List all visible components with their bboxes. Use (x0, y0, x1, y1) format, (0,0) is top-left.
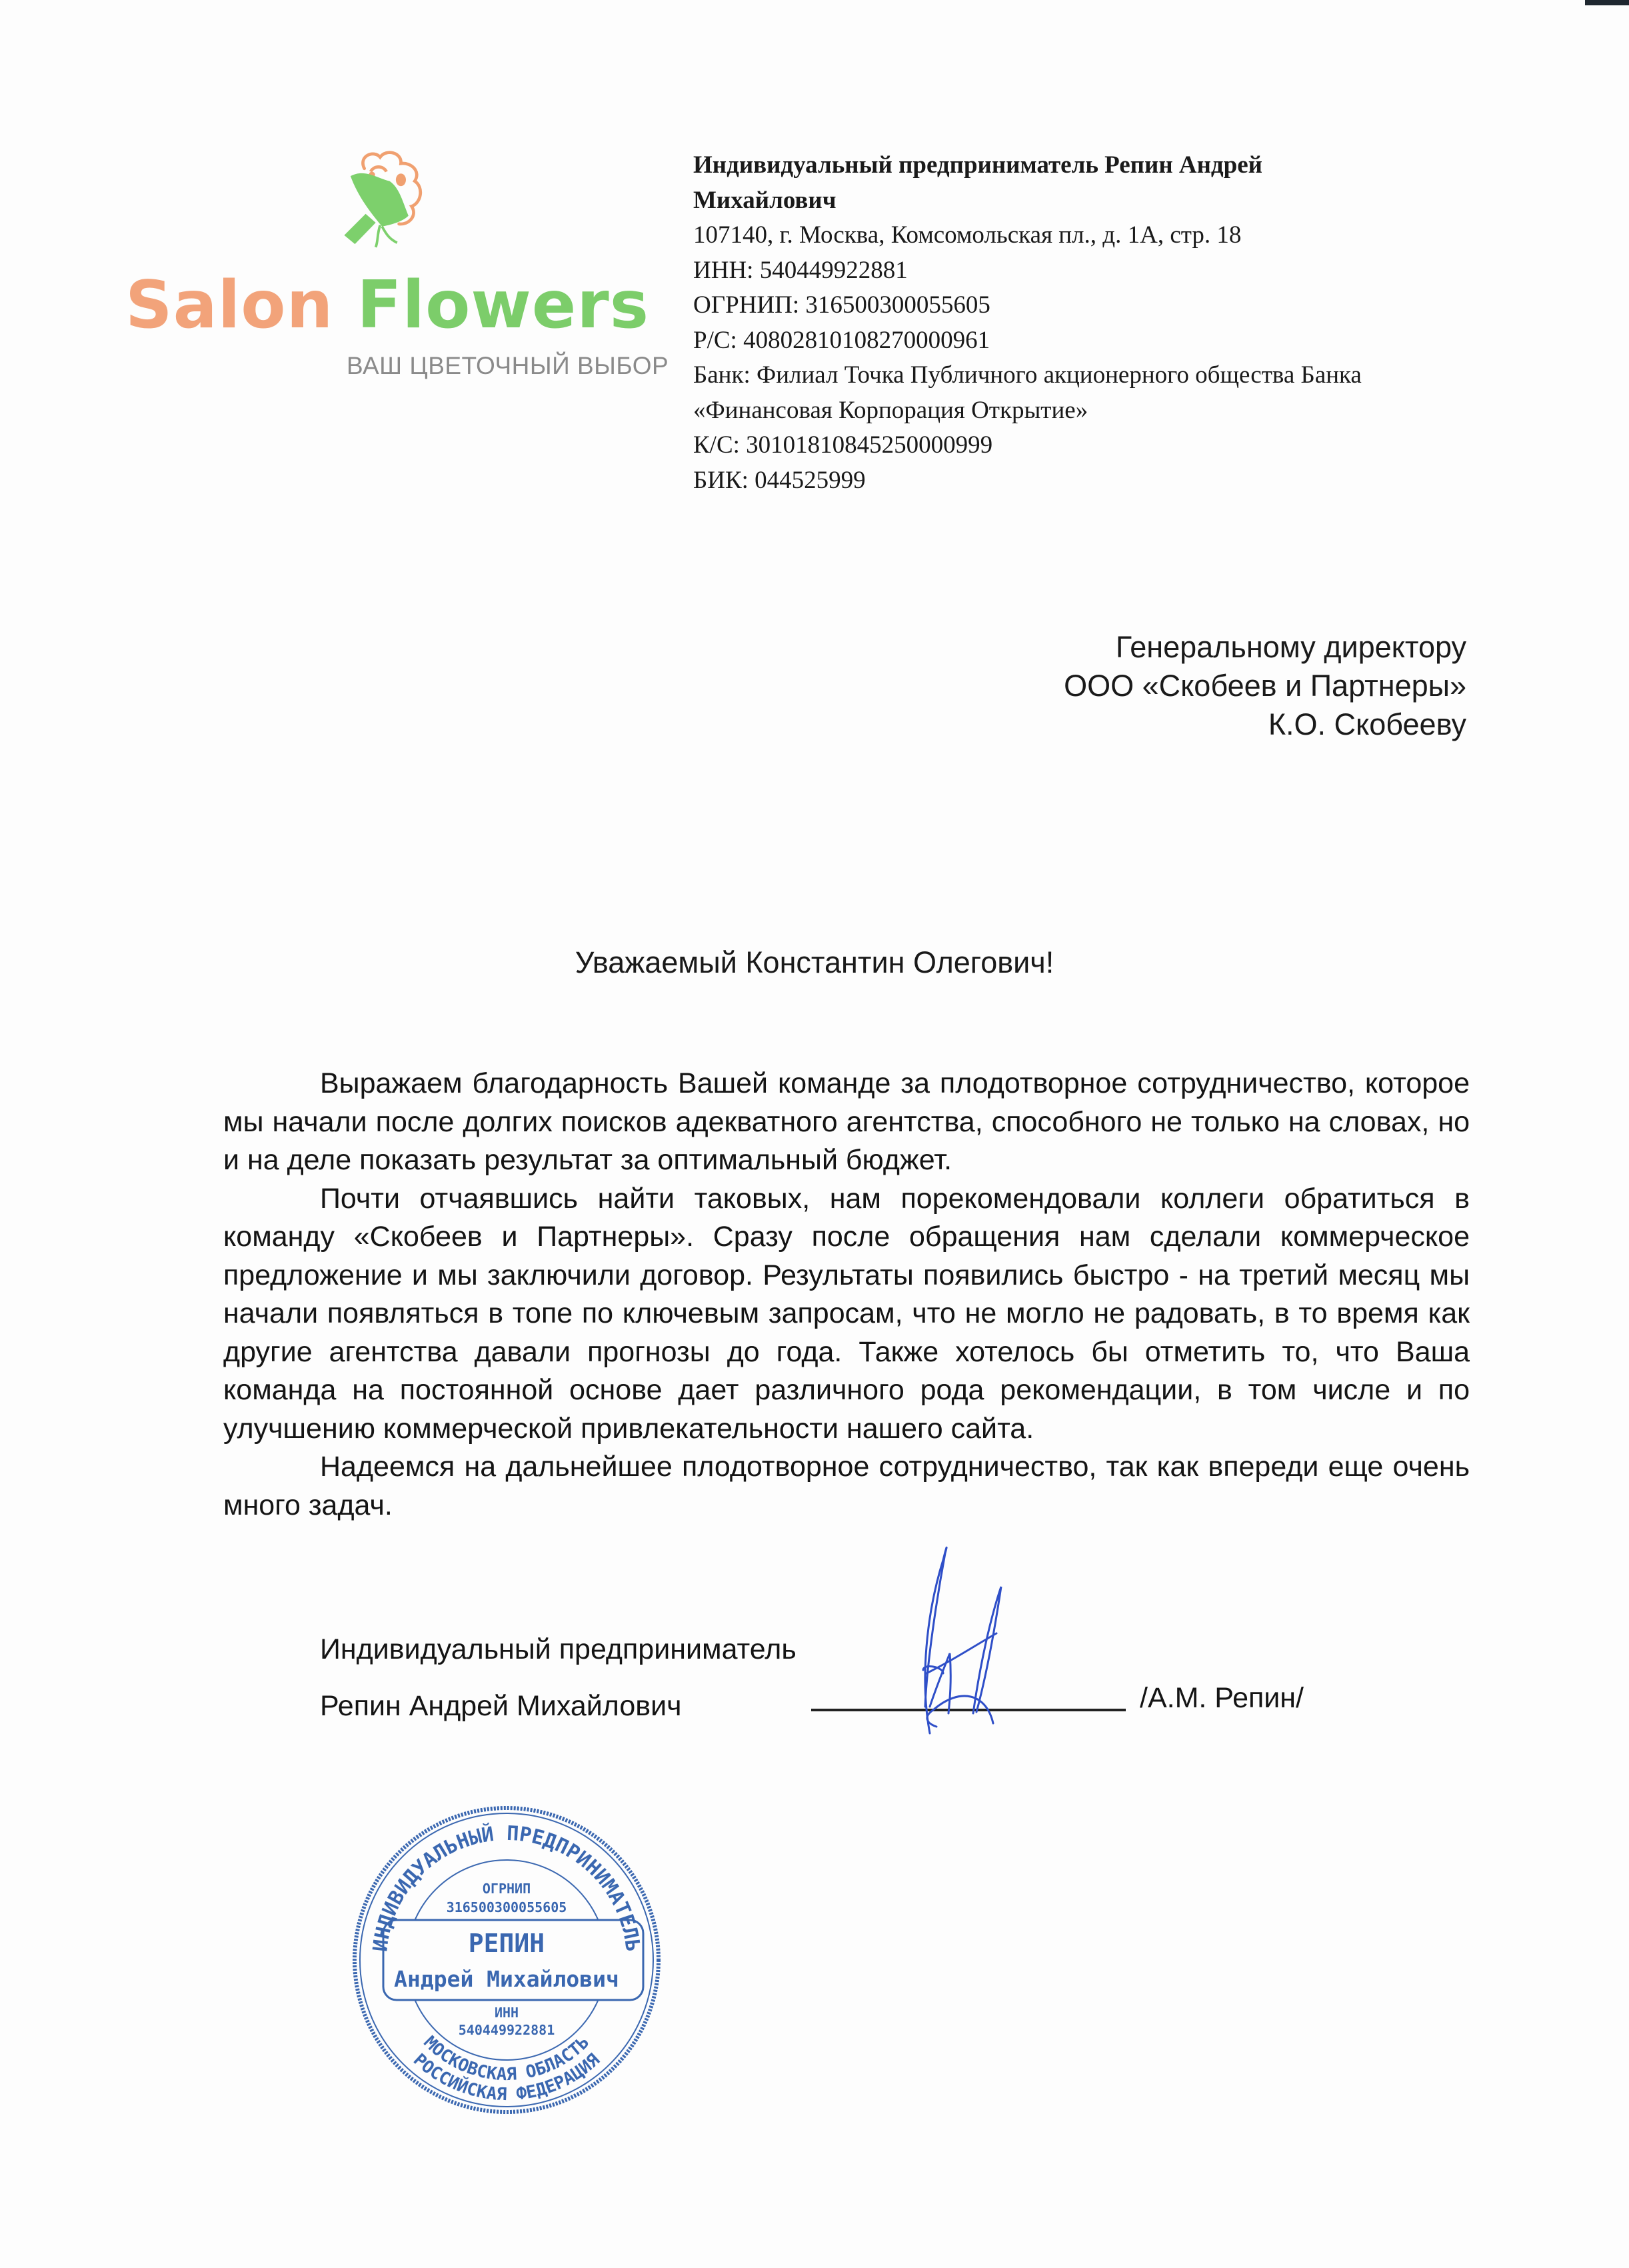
letter-body (223, 1065, 1470, 1525)
signatory-short-name: /А.М. Репин/ (1140, 1682, 1304, 1714)
stamp-ogrnip-value: 316500300055605 (446, 1899, 567, 1915)
signatory-block (320, 1621, 797, 1735)
sender-correspondent-account: К/С: 30101810845250000999 (693, 431, 993, 459)
addressee-company: ООО «Скобеев и Партнеры» (1064, 669, 1466, 703)
stamp-outer-bottom2: РОССИЙСКАЯ ФЕДЕРАЦИЯ (409, 2049, 604, 2105)
sender-name-line1: Индивидуальный предприниматель Репин Андрей (693, 151, 1262, 179)
body-paragraph: Почти отчаявшись найти таковых, нам порекомендовали коллеги обратиться в команду «Скобеев и Партнеры». Сразу после обращения нам сделали коммерческое предложение и мы заключили договор. Результаты появились быстро - на третий месяц мы начали появляться в топе по ключевым запросам, что не могло не радовать, в то время как другие агентства давали прогнозы до года. Также хотелось бы отметить то, что Ваша команда на постоянной основе дает различного рода рекомендации, в том числе и по улучшению коммерческой привлекательности нашего сайта. (223, 1182, 1470, 1445)
sender-details (693, 148, 1434, 498)
addressee-name: К.О. Скобееву (1268, 707, 1466, 741)
sender-ogrnip: ОГРНИП: 316500300055605 (693, 291, 990, 319)
stamp-given-names: Андрей Михайлович (394, 1966, 619, 1992)
sender-name (693, 148, 1434, 218)
signatory-title: Индивидуальный предприниматель (320, 1633, 797, 1665)
official-stamp (347, 1800, 667, 2120)
body-paragraph: Выражаем благодарность Вашей команде за плодотворное сотрудничество, которое мы начали после долгих поисков адекватного агентства, способного не только на словах, но и на деле показать результат за оптимальный бюджет. (223, 1067, 1470, 1176)
sender-bank-line1: Банк: Филиал Точка Публичного акционерного общества Банка (693, 361, 1362, 389)
salutation: Уважаемый Константин Олегович! (575, 945, 1054, 979)
brand-tagline: ВАШ ЦВЕТОЧНЫЙ ВЫБОР (347, 352, 669, 379)
stamp-inn-value: 540449922881 (458, 2022, 555, 2038)
stamp-ogrnip-label: ОГРНИП (482, 1881, 531, 1897)
brand-logo-text (125, 265, 650, 345)
sender-settlement-account: Р/С: 40802810108270000961 (693, 326, 990, 354)
addressee-block (1064, 628, 1466, 744)
scan-edge-mark (1585, 0, 1629, 5)
signatory-full-name: Репин Андрей Михайлович (320, 1690, 682, 1722)
handwritten-signature-icon (826, 1533, 1106, 1747)
sender-address: 107140, г. Москва, Комсомольская пл., д. 1А, стр. 18 (693, 221, 1242, 249)
sender-name-line2: Михайлович (693, 186, 836, 214)
stamp-surname: РЕПИН (468, 1929, 545, 1958)
sender-bank-line2: «Финансовая Корпорация Открытие» (693, 396, 1088, 424)
sender-bik: БИК: 044525999 (693, 466, 866, 494)
stamp-outer-bottom1: МОСКОВСКАЯ ОБЛАСТЬ (419, 2032, 594, 2085)
flower-bouquet-icon (327, 143, 440, 257)
addressee-position: Генеральному директору (1115, 630, 1466, 664)
body-paragraph: Надеемся на дальнейшее плодотворное сотрудничество, так как впереди еще очень много задач. (223, 1451, 1470, 1521)
stamp-outer-top: ИНДИВИДУАЛЬНЫЙ ПРЕДПРИНИМАТЕЛЬ (369, 1821, 645, 1953)
brand-word-flowers: Flowers (357, 267, 650, 343)
sender-inn: ИНН: 540449922881 (693, 256, 908, 284)
stamp-inn-label: ИНН (494, 2005, 519, 2021)
brand-word-salon: Salon (125, 267, 334, 343)
